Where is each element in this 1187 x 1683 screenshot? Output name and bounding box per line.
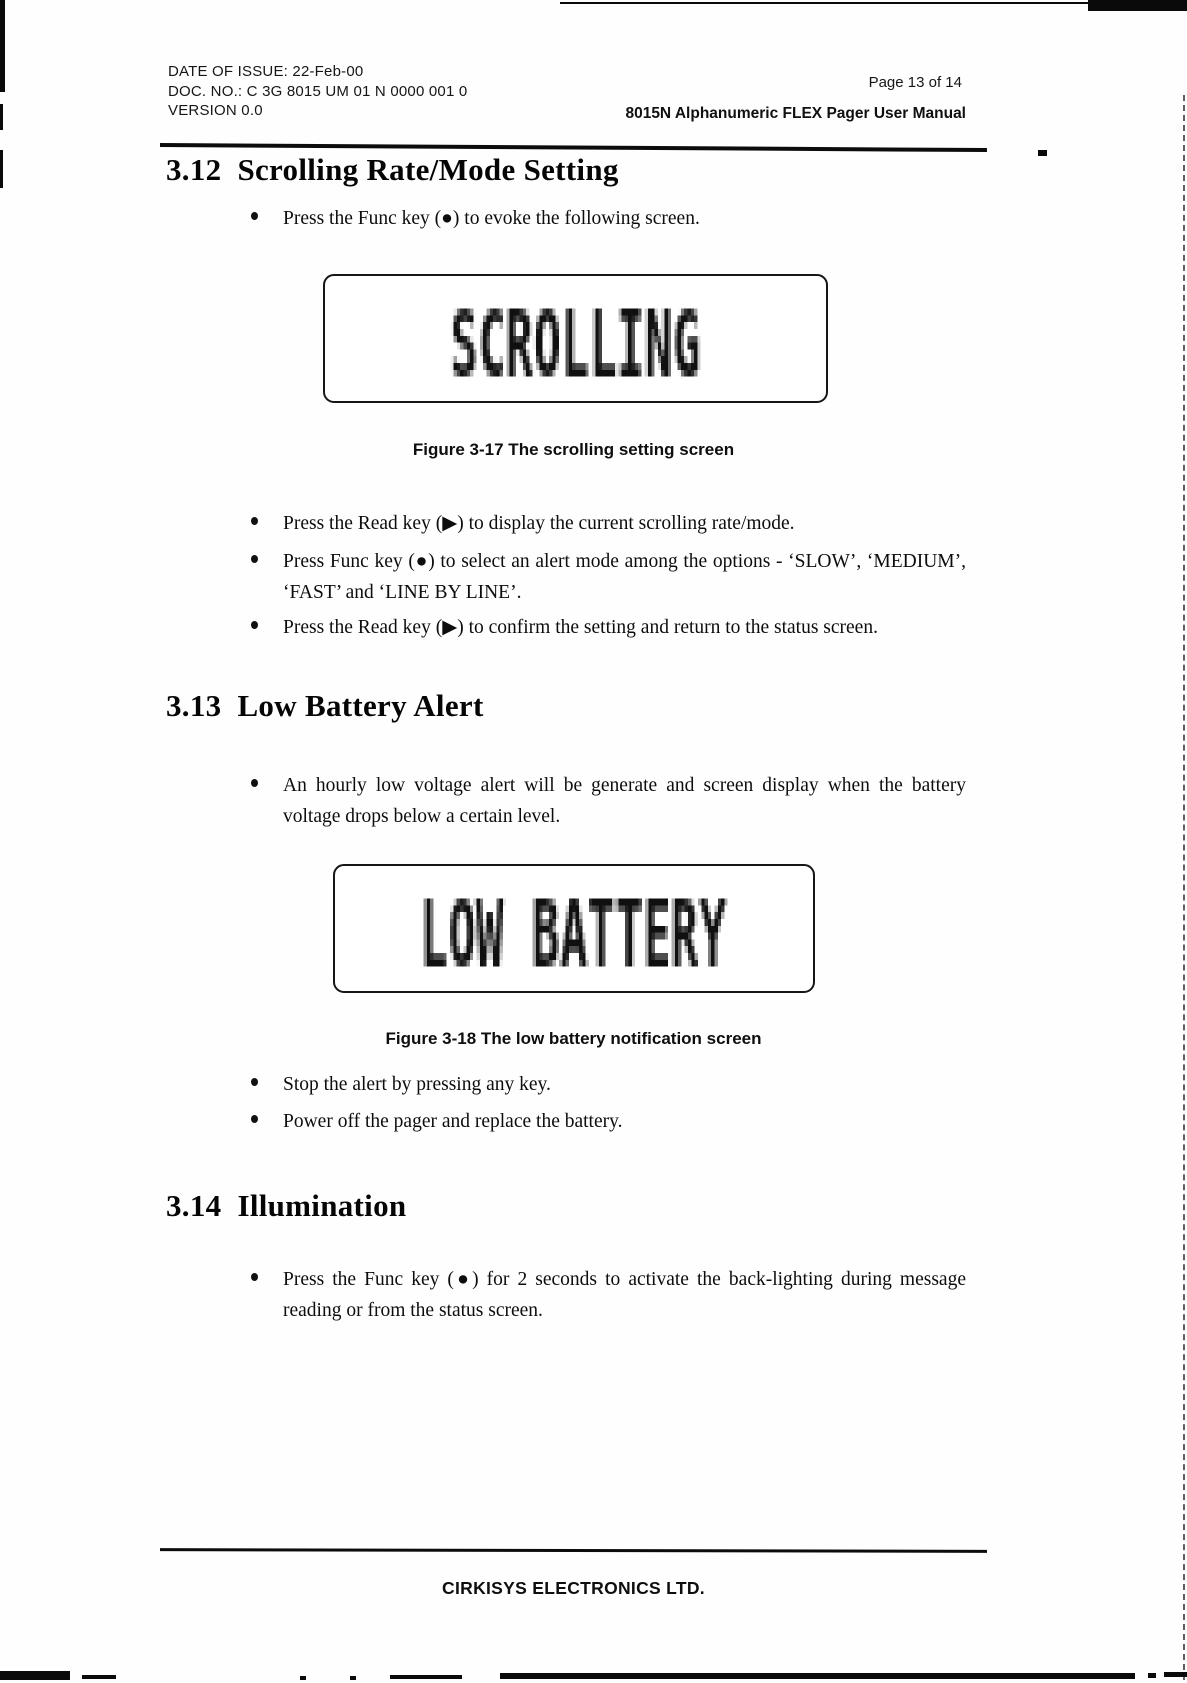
bullet-text: Press the Func key (●) for 2 seconds to activate the back-lighting during message reading or from the status screen.	[283, 1269, 966, 1321]
doc-number: DOC. NO.: C 3G 8015 UM 01 N 0000 001 0	[168, 82, 468, 100]
bullet-text: Power off the pager and replace the battery.	[283, 1111, 623, 1132]
scan-artifact-top-block	[1088, 0, 1187, 11]
bullet-text: Press the Func key (●) to evoke the following screen.	[283, 208, 700, 229]
section-heading-3-12	[166, 150, 619, 190]
section-title: Low Battery Alert	[237, 688, 484, 723]
bullet-item	[250, 546, 966, 608]
bullet-text: Stop the alert by pressing any key.	[283, 1074, 551, 1095]
scan-artifact-bottom-band	[0, 1671, 70, 1680]
bullet-text: Press the Read key (▶) to display the current scrolling rate/mode.	[283, 513, 795, 534]
figure-caption: Figure 3-17 The scrolling setting screen	[412, 440, 735, 459]
bullet-item	[250, 770, 966, 832]
section-number: 3.14	[166, 1188, 222, 1223]
company-name: CIRKISYS ELECTRONICS LTD.	[442, 1578, 705, 1598]
bullet-item	[250, 612, 966, 643]
scan-artifact-bottom-band	[1148, 1673, 1156, 1678]
bullet-item	[250, 203, 966, 234]
section-title: Illumination	[237, 1188, 407, 1223]
pager-lcd-screen	[323, 274, 828, 403]
section-number: 3.13	[166, 688, 222, 723]
page-number: Page 13 of 14	[868, 74, 962, 91]
scan-artifact-speck	[1038, 150, 1047, 156]
scan-artifact-left-dash	[0, 150, 3, 188]
bullet-item	[250, 508, 966, 539]
scan-artifact-bottom-band	[350, 1676, 356, 1680]
manual-title: 8015N Alphanumeric FLEX Pager User Manual	[625, 105, 966, 122]
section-title: Scrolling Rate/Mode Setting	[237, 152, 619, 187]
pager-lcd-screen	[333, 864, 815, 993]
bullet-item	[250, 1264, 966, 1326]
document-info-block	[168, 62, 467, 121]
section-heading-3-14	[166, 1186, 406, 1226]
bullet-text: An hourly low voltage alert will be generate and screen display when the battery voltage drops below a certain level.	[283, 775, 966, 827]
scan-artifact-right-edge	[1183, 95, 1185, 1680]
scan-artifact-bottom-band	[1164, 1672, 1187, 1677]
bullet-item	[250, 1106, 966, 1137]
scan-artifact-top-line	[560, 2, 1090, 4]
scan-artifact-bottom-band	[390, 1675, 462, 1679]
scan-artifact-bottom-band	[500, 1673, 1135, 1679]
bullet-text: Press Func key (●) to select an alert mode among the options - ‘SLOW’, ‘MEDIUM’, ‘FAST’ and ‘LINE BY LINE’.	[283, 551, 966, 603]
scan-artifact-bottom-band	[300, 1676, 306, 1680]
scan-artifact-left-bar	[0, 0, 5, 92]
scan-artifact-bottom-band	[82, 1675, 116, 1679]
lcd-text-low-battery	[417, 885, 731, 987]
section-heading-3-13	[166, 686, 484, 726]
bullet-text: Press the Read key (▶) to confirm the setting and return to the status screen.	[283, 617, 878, 638]
date-of-issue: DATE OF ISSUE: 22-Feb-00	[168, 63, 364, 80]
version: VERSION 0.0	[168, 102, 263, 119]
figure-caption: Figure 3-18 The low battery notification screen	[385, 1029, 762, 1048]
scan-artifact-left-dash	[0, 104, 3, 130]
footer-rule	[160, 1548, 987, 1553]
bullet-item	[250, 1069, 966, 1100]
section-number: 3.12	[166, 152, 222, 187]
lcd-text-scrolling	[447, 295, 704, 397]
